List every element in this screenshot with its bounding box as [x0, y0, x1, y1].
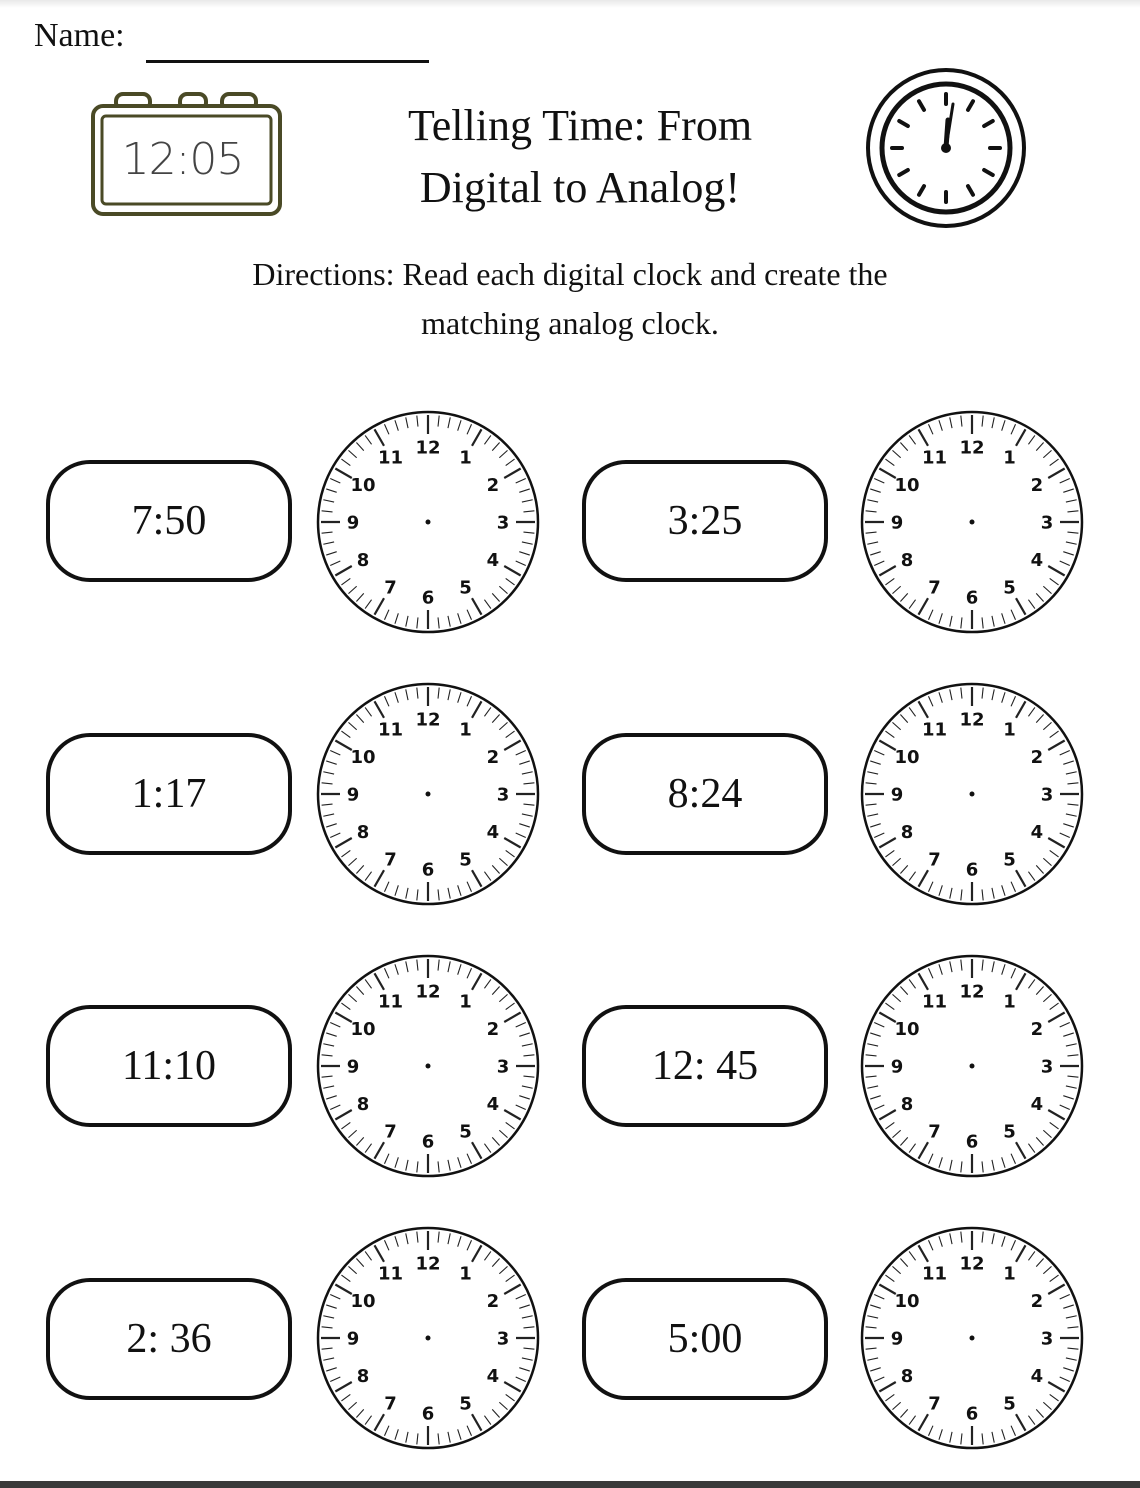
digital-time-box — [582, 1278, 828, 1400]
clock-number: 9 — [346, 512, 360, 534]
clock-number: 8 — [900, 1094, 914, 1115]
clock-center-dot — [426, 1064, 431, 1069]
clock-number: 6 — [965, 1131, 979, 1153]
clock-number: 9 — [346, 1056, 360, 1078]
clock-number: 12 — [959, 709, 985, 731]
clock-number: 4 — [1030, 1094, 1044, 1115]
clock-number: 6 — [965, 859, 979, 881]
clock-number: 3 — [496, 1056, 510, 1078]
clock-number: 1 — [459, 1263, 472, 1285]
digital-time-box — [582, 1005, 828, 1127]
clock-number: 9 — [890, 1056, 904, 1078]
clock-center-dot — [970, 520, 975, 525]
blank-analog-clock[interactable] — [312, 1222, 544, 1454]
clock-number: 9 — [890, 512, 904, 534]
clock-number: 1 — [459, 719, 472, 741]
digital-time-box — [582, 733, 828, 855]
clock-number: 11 — [377, 1263, 404, 1285]
clock-number: 2 — [1030, 747, 1044, 768]
blank-analog-clock[interactable] — [312, 950, 544, 1182]
clock-number: 12 — [415, 437, 441, 459]
clock-number: 1 — [459, 447, 472, 469]
clock-number: 8 — [356, 822, 370, 843]
clock-number: 8 — [356, 1366, 370, 1387]
digital-time-box — [46, 1278, 292, 1400]
clock-number: 1 — [1003, 1263, 1016, 1285]
digital-time-box — [46, 460, 292, 582]
clock-number: 1 — [1003, 719, 1016, 741]
clock-number: 4 — [1030, 822, 1044, 843]
clock-number: 11 — [377, 719, 404, 741]
digital-time-text: 7:50 — [131, 498, 207, 544]
digital-time-text: 2: 36 — [126, 1316, 212, 1362]
clock-number: 7 — [928, 1121, 941, 1143]
clock-center-dot — [970, 1336, 975, 1341]
clock-number: 4 — [486, 1094, 500, 1115]
blank-analog-clock[interactable] — [312, 406, 544, 638]
title-line-2: Digital to Analog! — [419, 163, 741, 212]
clock-number: 2 — [1030, 1019, 1044, 1040]
clock-number: 1 — [1003, 447, 1016, 469]
page-bottom-edge — [0, 1481, 1140, 1488]
clock-number: 3 — [496, 1328, 510, 1350]
clock-number: 1 — [459, 991, 472, 1013]
clock-number: 7 — [384, 577, 397, 599]
blank-analog-clock[interactable] — [856, 406, 1088, 638]
clock-number: 9 — [346, 1328, 360, 1350]
clock-number: 2 — [1030, 1291, 1044, 1312]
clock-number: 4 — [486, 1366, 500, 1387]
digital-time-box — [46, 733, 292, 855]
digital-time-text: 8:24 — [667, 771, 743, 817]
clock-number: 9 — [890, 784, 904, 806]
clock-number: 5 — [1003, 577, 1016, 599]
clock-number: 11 — [921, 447, 948, 469]
clock-number: 6 — [421, 859, 435, 881]
clock-number: 3 — [496, 784, 510, 806]
clock-number: 12 — [959, 1253, 985, 1275]
clock-number: 11 — [377, 447, 404, 469]
clock-number: 2 — [486, 1291, 500, 1312]
page-top-shadow — [0, 0, 1140, 8]
clock-number: 11 — [921, 991, 948, 1013]
name-blank-line[interactable] — [146, 60, 429, 63]
clock-center-dot — [970, 1064, 975, 1069]
clock-number: 6 — [421, 1131, 435, 1153]
clock-number: 3 — [1040, 1328, 1054, 1350]
clock-number: 4 — [486, 550, 500, 571]
clock-number: 6 — [965, 1403, 979, 1425]
clock-number: 11 — [921, 719, 948, 741]
clock-number: 8 — [356, 550, 370, 571]
clock-number: 10 — [894, 1019, 920, 1040]
clock-number: 7 — [384, 1393, 397, 1415]
digital-time-text: 3:25 — [667, 498, 743, 544]
clock-number: 2 — [486, 1019, 500, 1040]
blank-analog-clock[interactable] — [312, 678, 544, 910]
clock-number: 2 — [486, 747, 500, 768]
name-label: Name: — [34, 17, 125, 54]
clock-number: 2 — [486, 475, 500, 496]
clock-number: 10 — [350, 747, 376, 768]
clock-number: 4 — [1030, 550, 1044, 571]
clock-number: 12 — [415, 709, 441, 731]
wall-clock-icon — [864, 66, 1028, 230]
clock-number: 5 — [459, 1121, 472, 1143]
clock-number: 2 — [1030, 475, 1044, 496]
clock-number: 1 — [1003, 991, 1016, 1013]
clock-number: 8 — [900, 822, 914, 843]
clock-number: 8 — [900, 1366, 914, 1387]
digital-alarm-clock-icon — [90, 90, 286, 218]
clock-number: 9 — [346, 784, 360, 806]
digital-time-text: 5:00 — [667, 1316, 743, 1362]
clock-number: 5 — [1003, 1121, 1016, 1143]
clock-number: 12 — [959, 981, 985, 1003]
digital-time-text: 12: 45 — [651, 1043, 759, 1089]
clock-number: 7 — [928, 849, 941, 871]
clock-number: 5 — [459, 1393, 472, 1415]
clock-center-dot — [970, 792, 975, 797]
directions-line-2: matching analog clock. — [421, 305, 719, 341]
clock-center-dot — [426, 1336, 431, 1341]
clock-number: 11 — [921, 1263, 948, 1285]
clock-number: 4 — [1030, 1366, 1044, 1387]
clock-number: 6 — [421, 1403, 435, 1425]
clock-number: 7 — [928, 1393, 941, 1415]
clock-number: 7 — [928, 577, 941, 599]
directions-line-1: Directions: Read each digital clock and create the — [252, 256, 888, 292]
digital-time-text: 11:10 — [121, 1043, 217, 1089]
clock-number: 3 — [1040, 1056, 1054, 1078]
clock-number: 9 — [890, 1328, 904, 1350]
clock-number: 11 — [377, 991, 404, 1013]
clock-number: 10 — [894, 475, 920, 496]
clock-number: 10 — [350, 1019, 376, 1040]
blank-analog-clock[interactable] — [856, 1222, 1088, 1454]
clock-number: 4 — [486, 822, 500, 843]
digital-time-text: 1:17 — [131, 771, 207, 817]
clock-number: 12 — [415, 1253, 441, 1275]
clock-number: 7 — [384, 1121, 397, 1143]
clock-center-dot — [426, 520, 431, 525]
clock-number: 10 — [350, 475, 376, 496]
blank-analog-clock[interactable] — [856, 678, 1088, 910]
blank-analog-clock[interactable] — [856, 950, 1088, 1182]
clock-number: 12 — [959, 437, 985, 459]
clock-number: 6 — [965, 587, 979, 609]
clock-number: 12 — [415, 981, 441, 1003]
clock-number: 3 — [1040, 512, 1054, 534]
digital-time-box — [582, 460, 828, 582]
clock-number: 3 — [496, 512, 510, 534]
clock-number: 7 — [384, 849, 397, 871]
page-title — [360, 95, 800, 219]
clock-number: 5 — [459, 577, 472, 599]
clock-number: 10 — [350, 1291, 376, 1312]
title-line-1: Telling Time: From — [407, 101, 753, 150]
clock-number: 10 — [894, 1291, 920, 1312]
clock-number: 3 — [1040, 784, 1054, 806]
clock-center-dot — [426, 792, 431, 797]
clock-number: 5 — [1003, 849, 1016, 871]
digital-clock-time: 12:05 — [121, 134, 244, 185]
clock-number: 5 — [459, 849, 472, 871]
directions — [150, 250, 990, 348]
clock-number: 8 — [356, 1094, 370, 1115]
clock-number: 6 — [421, 587, 435, 609]
clock-number: 5 — [1003, 1393, 1016, 1415]
clock-number: 8 — [900, 550, 914, 571]
digital-time-box — [46, 1005, 292, 1127]
clock-number: 10 — [894, 747, 920, 768]
